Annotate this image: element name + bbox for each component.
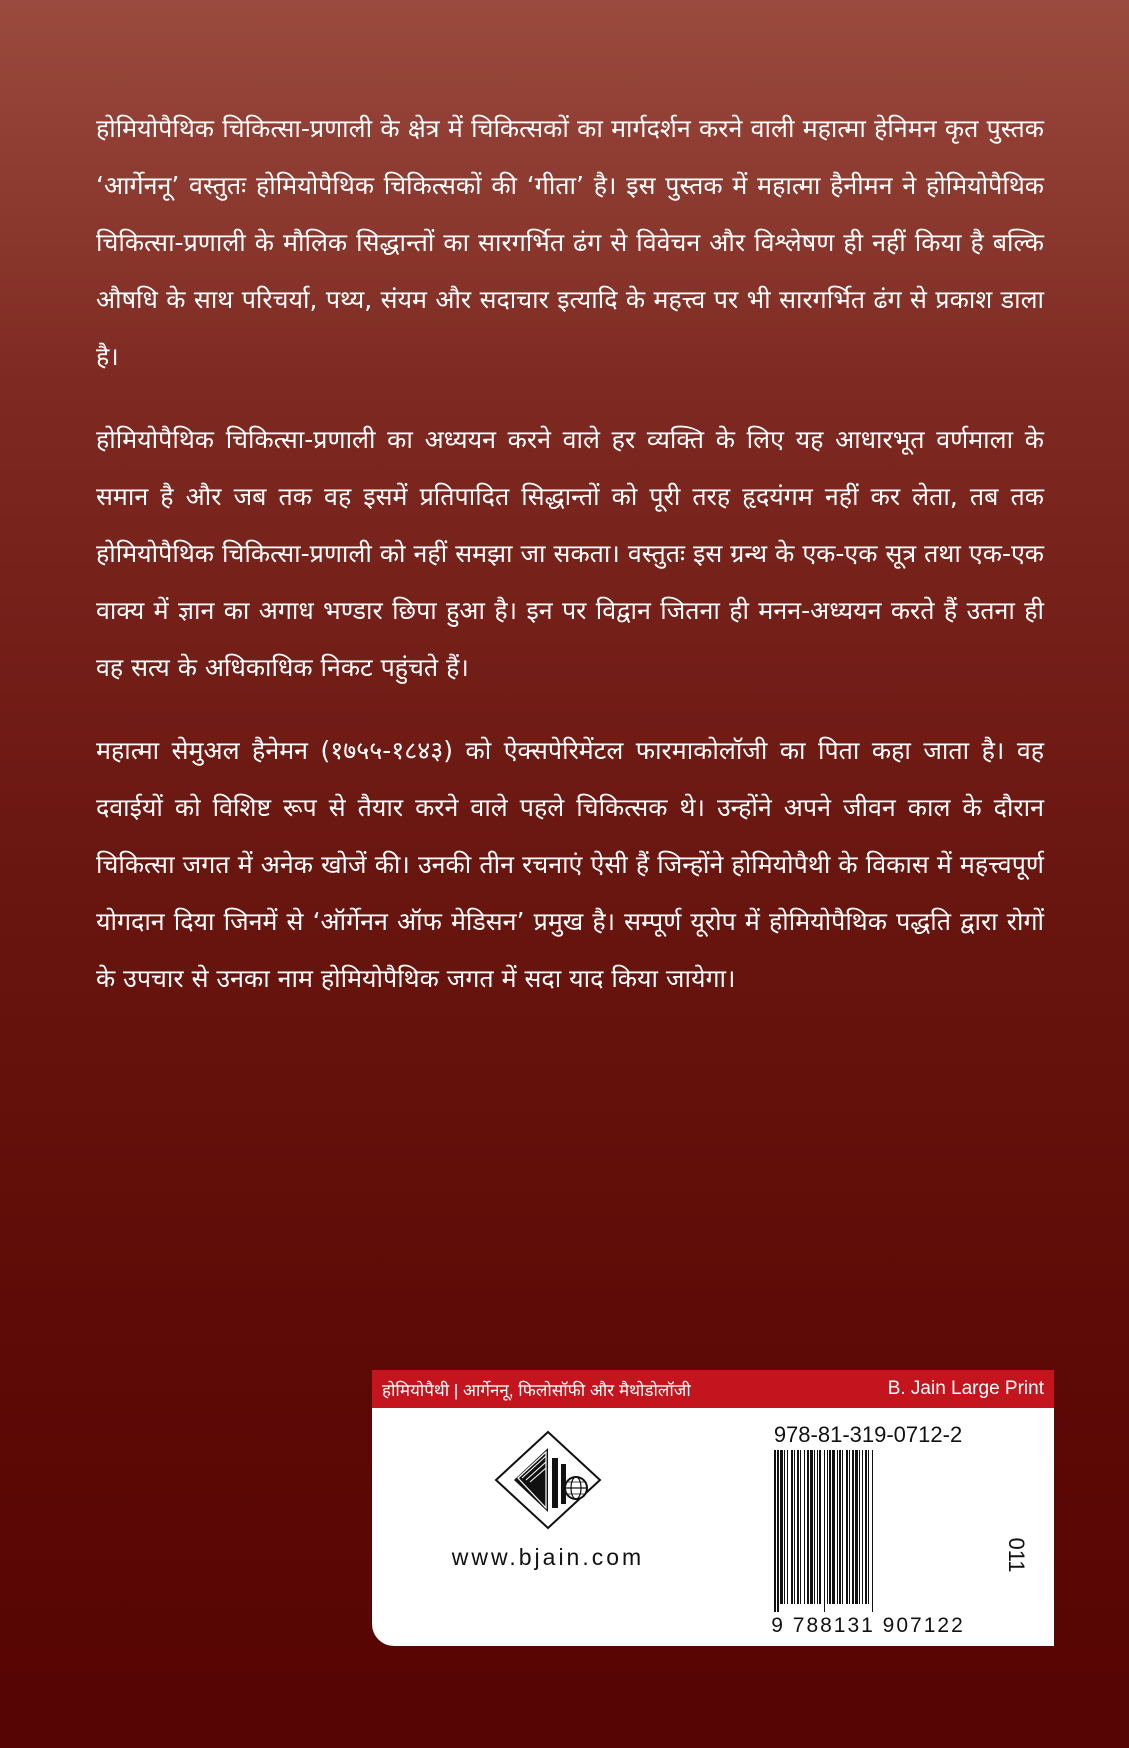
barcode-bar: [791, 1450, 793, 1604]
barcode-bar: [868, 1450, 869, 1604]
barcode-bar: [846, 1450, 848, 1604]
barcode-bar: [819, 1450, 821, 1604]
barcode-bar: [777, 1450, 779, 1612]
barcode-bar: [784, 1450, 785, 1604]
imprint-label: B. Jain Large Print: [887, 1378, 1044, 1399]
barcode-digits: 9 788131 907122: [771, 1614, 965, 1637]
barcode-bar: [855, 1450, 858, 1604]
barcode-bar: [865, 1450, 867, 1604]
barcode-bar: [832, 1450, 835, 1604]
barcode-bar: [780, 1450, 783, 1604]
price-code: 011: [1004, 1537, 1029, 1573]
barcode-bar: [810, 1450, 813, 1604]
barcode-bar: [804, 1450, 805, 1604]
series-title: होमियोपैथी | आर्गेननू, फिलोसॉफी और मैथोडोलॉजी: [382, 1380, 691, 1400]
isbn-number: 978-81-319-0712-2: [773, 1422, 963, 1447]
barcode-bar: [852, 1450, 854, 1604]
paragraph-1: होमियोपैथिक चिकित्सा-प्रणाली के क्षेत्र में चिकित्सकों का मार्गदर्शन करने वाली महात्मा हेनिमन कृत पुस्तक ‘आर्गेननू’ वस्तुतः होमियोपैथिक चिकित्सकों की ‘गीता’ है। इस पुस्तक में महात्मा हैनीमन ने होमियोपैथिक चिकित्सा-प्रणाली के मौलिक सिद्धान्तों का सारगर्भित ढंग से विवेचन और विश्लेषण ही नहीं किया है बल्कि औषधि के साथ परिचर्या, पथ्य, संयम और सदाचार इत्यादि के महत्त्व पर भी सारगर्भित ढंग से प्रकाश डाला है।: [96, 114, 1044, 371]
barcode-bar: [787, 1450, 788, 1604]
barcode-bar: [807, 1450, 809, 1604]
publisher-logo: [428, 1428, 668, 1578]
barcode-bar: [827, 1450, 828, 1604]
paragraph-3: महात्मा सेमुअल हैनेमन (१७५५-१८४३) को ऐक्सपेरिमेंटल फारमाकोलॉजी का पिता कहा जाता है। वह दवाईयों को विशिष्ट रूप से तैयार करने वाले पहले चिकित्सक थे। उन्होंने अपने जीवन काल के दौरान चिकित्सा जगत में अनेक खोजें की। उनकी तीन रचनाएं ऐसी हैं जिन्होंने होमियोपैथी के विकास में महत्त्वपूर्ण योगदान दिया जिनमें से ‘ऑर्गेनन ऑफ मेडिसन’ प्रमुख है। सम्पूर्ण यूरोप में होमियोपैथिक पद्धति द्वारा रोगों के उपचार से उनका नाम होमियोपैथिक जगत में सदा याद किया जायेगा।: [96, 736, 1044, 993]
isbn-barcode: [772, 1450, 964, 1612]
barcode-bar: [859, 1450, 860, 1604]
barcode-bar: [862, 1450, 863, 1604]
barcode-bar: [842, 1450, 843, 1604]
barcode-bar: [817, 1450, 818, 1604]
barcode-bar: [794, 1450, 795, 1604]
publisher-info-box: [372, 1370, 1054, 1646]
barcode-bar: [829, 1450, 831, 1604]
barcode-bar: [872, 1450, 873, 1612]
book-globe-logo-icon: [488, 1428, 608, 1538]
publisher-website: www.bjain.com: [451, 1544, 645, 1570]
barcode-bar: [849, 1450, 850, 1604]
barcode-bar: [797, 1450, 799, 1604]
paragraph-2: होमियोपैथिक चिकित्सा-प्रणाली का अध्ययन करने वाले हर व्यक्ति के लिए यह आधारभूत वर्णमाला के समान है और जब तक वह इसमें प्रतिपादित सिद्धान्तों को पूरी तरह हृदयंगम नहीं कर लेता, तब तक होमियोपैथिक चिकित्सा-प्रणाली को नहीं समझा जा सकता। वस्तुतः इस ग्रन्थ के एक-एक सूत्र तथा एक-एक वाक्य में ज्ञान का अगाध भण्डार छिपा हुआ है। इन पर विद्वान जितना ही मनन-अध्ययन करते हैं उतना ही वह सत्य के अधिकाधिक निकट पहुंचते हैं।: [96, 425, 1044, 682]
barcode-bar: [837, 1450, 838, 1604]
barcode-bar: [839, 1450, 841, 1604]
barcode-bar: [814, 1450, 815, 1604]
barcode-bar: [800, 1450, 801, 1604]
back-cover-text: [96, 100, 1044, 1033]
barcode-bar: [824, 1450, 825, 1612]
barcode-bar: [774, 1450, 776, 1612]
info-header-bar: [372, 1370, 1054, 1408]
